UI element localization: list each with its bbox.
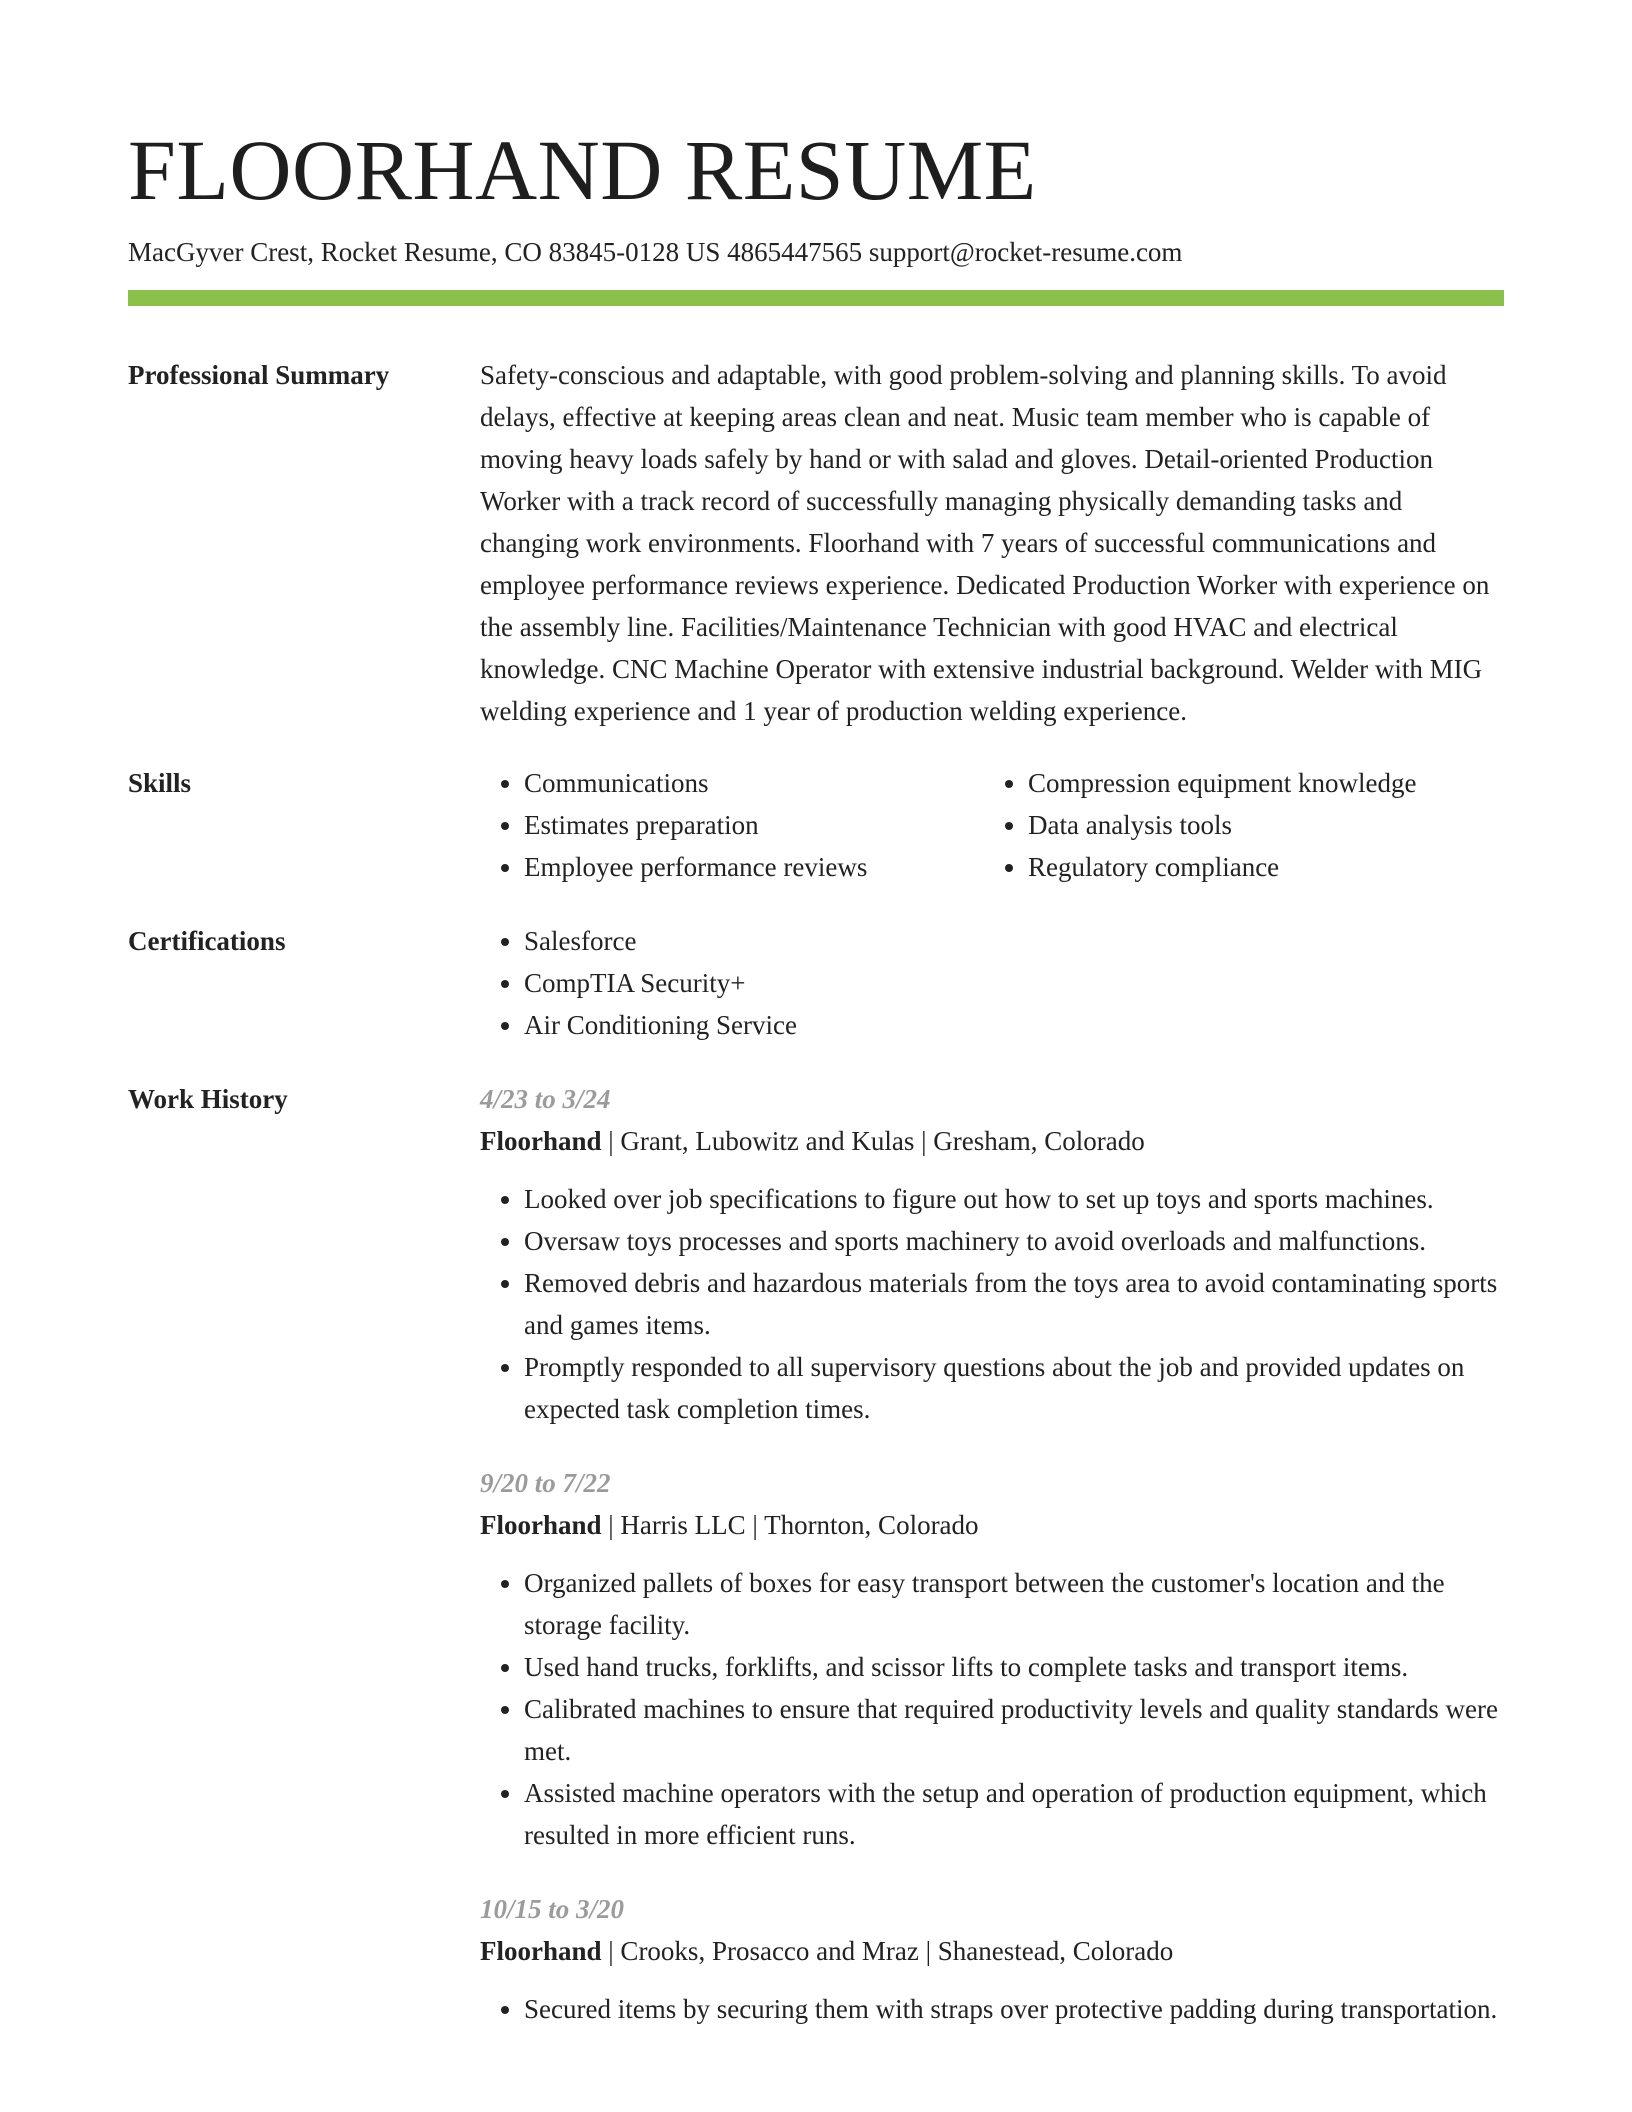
job-entry bbox=[480, 1462, 1504, 1856]
certification-item: • Air Conditioning Service bbox=[524, 1004, 1504, 1046]
section-label: Work History bbox=[128, 1084, 288, 1114]
accent-divider bbox=[128, 290, 1504, 306]
job-duty: • Removed debris and hazardous materials from the toys area to avoid contaminating sports and games items. bbox=[524, 1262, 1504, 1346]
job-duty: • Oversaw toys processes and sports machinery to avoid overloads and malfunctions. bbox=[524, 1220, 1504, 1262]
job-duty: • Used hand trucks, forklifts, and scissor lifts to complete tasks and transport items. bbox=[524, 1646, 1504, 1688]
skills-column-left bbox=[480, 762, 984, 888]
skills-column-right bbox=[984, 762, 1504, 888]
skill-item: • Compression equipment knowledge bbox=[1028, 762, 1504, 804]
section-label: Professional Summary bbox=[128, 360, 390, 390]
job-heading bbox=[480, 1120, 1504, 1162]
job-duty: • Assisted machine operators with the setup and operation of production equipment, which resulted in more efficient runs. bbox=[524, 1772, 1504, 1856]
job-employer-location: | Harris LLC | Thornton, Colorado bbox=[601, 1510, 979, 1540]
skills-columns bbox=[480, 762, 1504, 888]
job-dates: 10/15 to 3/20 bbox=[480, 1894, 625, 1924]
section-label: Skills bbox=[128, 768, 192, 798]
job-duty: • Promptly responded to all supervisory questions about the job and provided updates on expected task completion times. bbox=[524, 1346, 1504, 1430]
job-dates: 9/20 to 7/22 bbox=[480, 1468, 611, 1498]
job-duties-list bbox=[480, 1178, 1504, 1430]
work-history-body bbox=[480, 1078, 1504, 2030]
job-dates: 4/23 to 3/24 bbox=[480, 1084, 611, 1114]
skills-list-right bbox=[984, 762, 1504, 888]
job-employer-location: | Crooks, Prosacco and Mraz | Shanestead, Colorado bbox=[601, 1936, 1174, 1966]
contact-line: MacGyver Crest, Rocket Resume, CO 83845-0128 US 4865447565 support@rocket-resume.com bbox=[128, 237, 1183, 267]
skill-item: • Communications bbox=[524, 762, 984, 804]
job-entry bbox=[480, 1888, 1504, 2030]
job-duties-list bbox=[480, 1988, 1504, 2030]
job-duty: • Calibrated machines to ensure that required productivity levels and quality standards were met. bbox=[524, 1688, 1504, 1772]
summary-text: Safety-conscious and adaptable, with good problem-solving and planning skills. To avoid delays, effective at keeping areas clean and neat. Music team member who is capable of moving heavy loads safely by hand or with salad and gloves. Detail-oriented Production Worker with a track record of successfully managing physically demanding tasks and changing work environments. Floorhand with 7 years of successful communications and employee performance reviews experience. Dedicated Production Worker with experience on the assembly line. Facilities/Maintenance Technician with good HVAC and electrical knowledge. CNC Machine Operator with extensive industrial background. Welder with MIG welding experience and 1 year of production welding experience. bbox=[480, 360, 1490, 726]
job-duty: • Looked over job specifications to figure out how to set up toys and sports machines. bbox=[524, 1178, 1504, 1220]
resume-title: FLOORHAND RESUME bbox=[128, 122, 1037, 218]
job-title: Floorhand bbox=[480, 1126, 602, 1156]
certifications-body bbox=[480, 920, 1504, 1046]
job-duty: • Organized pallets of boxes for easy transport between the customer's location and the storage facility. bbox=[524, 1562, 1504, 1646]
professional-summary-section bbox=[128, 354, 1504, 732]
job-heading bbox=[480, 1504, 1504, 1546]
work-history-section bbox=[128, 1078, 1504, 2030]
skill-item: • Employee performance reviews bbox=[524, 846, 984, 888]
section-label: Certifications bbox=[128, 926, 286, 956]
job-title: Floorhand bbox=[480, 1936, 602, 1966]
skill-item: • Regulatory compliance bbox=[1028, 846, 1504, 888]
skill-item: • Estimates preparation bbox=[524, 804, 984, 846]
skill-item: • Data analysis tools bbox=[1028, 804, 1504, 846]
job-employer-location: | Grant, Lubowitz and Kulas | Gresham, Colorado bbox=[601, 1126, 1145, 1156]
job-duty: • Secured items by securing them with straps over protective padding during transportation. bbox=[524, 1988, 1504, 2030]
resume-page bbox=[128, 118, 1504, 2030]
skills-section bbox=[128, 762, 1504, 888]
certification-item: • Salesforce bbox=[524, 920, 1504, 962]
job-heading bbox=[480, 1930, 1504, 1972]
certifications-section bbox=[128, 920, 1504, 1046]
job-title: Floorhand bbox=[480, 1510, 602, 1540]
certification-item: • CompTIA Security+ bbox=[524, 962, 1504, 1004]
skills-list-left bbox=[480, 762, 984, 888]
job-entry bbox=[480, 1078, 1504, 1430]
job-duties-list bbox=[480, 1562, 1504, 1856]
certifications-list bbox=[480, 920, 1504, 1046]
